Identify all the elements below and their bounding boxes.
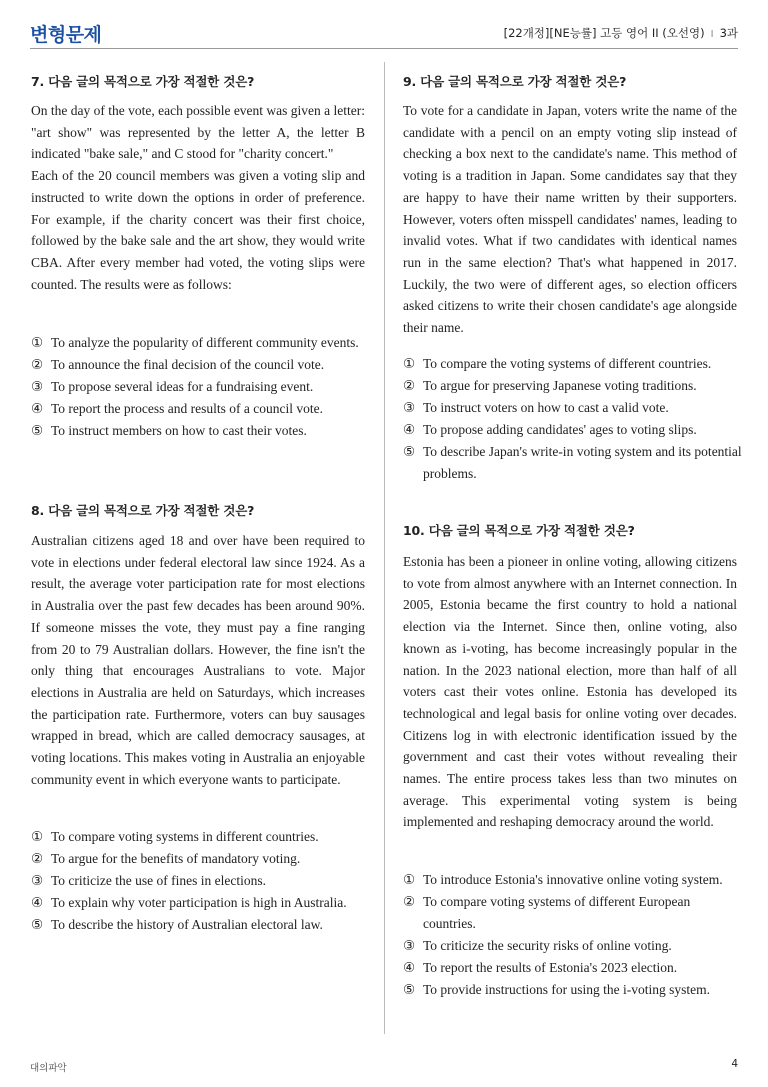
choice-option[interactable]: ① To compare the voting systems of different countries. — [403, 356, 712, 371]
course-info — [504, 25, 738, 41]
choice-option[interactable]: ⑤ To instruct members on how to cast their votes. — [31, 423, 307, 438]
choice-option[interactable]: ④ To explain why voter participation is high in Australia. — [31, 895, 347, 910]
choice-option[interactable]: ⑤ To describe the history of Australian electoral law. — [31, 917, 323, 932]
header-separator: I — [710, 29, 714, 40]
passage-paragraph: Australian citizens aged 18 and over have been required to vote in elections under federal electoral law since 1924. As a result, the average voter participation rate for most elections in Australia over the past few decades has been around 90%. If someone misses the vote, they must pay a fine ranging from 20 to 79 Australian dollars. However, the fine isn't the only thing that encourages Australians to vote. Major elections in Australia are held on Saturdays, which increases the participation rate. Furthermore, voters can buy sausages wrapped in bread, which are called democracy sausages, at voting locations. This makes voting in Australia an enjoyable community event in which everyone wants to participate. — [31, 533, 365, 787]
choice-option[interactable]: ⑤ To describe Japan's write-in voting system and its potential problems. — [403, 444, 742, 481]
question-8-choices — [31, 826, 371, 936]
question-8-passage — [31, 530, 365, 790]
question-7-title: 7. 다음 글의 목적으로 가장 적절한 것은? — [31, 74, 255, 89]
passage-paragraph: Estonia has been a pioneer in online voting, allowing citizens to vote from almost anywhere with an Internet connection. In 2005, Estonia became the first country to hold a national election via the Internet. Since then, online voting, also known as i-voting, has become increasingly popular in the nation. In the 2023 national election, more than half of all voters cast their votes online. Estonia has developed its technological and legal basis for online voting over decades. Citizens log in with electronic identification issued by the government and cast their votes without revealing their names. The entire process takes less than two minutes on average. This experimental voting system is being implemented and reshaping democracy around the world. — [403, 554, 737, 830]
choice-option[interactable]: ④ To report the results of Estonia's 2023 election. — [403, 960, 678, 975]
header-divider — [30, 48, 738, 49]
choice-option[interactable]: ④ To report the process and results of a council vote. — [31, 401, 323, 416]
passage-paragraph: On the day of the vote, each possible event was given a letter: "art show" was represented by the letter A, the letter B indicated "bake sale," and C stood for "charity concert." — [31, 103, 366, 162]
brand-title: 변형문제 — [30, 24, 102, 46]
column-divider — [384, 62, 385, 1034]
question-10-choices — [403, 869, 743, 1001]
choice-option[interactable]: ② To compare voting systems of different European countries. — [403, 894, 691, 931]
passage-paragraph: To vote for a candidate in Japan, voters write the name of the candidate with a pencil on an empty voting slip instead of checking a box next to the candidate's name. This method of voting is a tradition in Japan. Some candidates say that they are happy to have their name written by their supporters. However, voters often misspell candidates' names, leading to invalid votes. What if two candidates with identical names run in the same election? That's what happened in 2017. Luckily, the two were of different ages, so election officers asked citizens to write their chosen candidate's age alongside their name. — [403, 103, 737, 336]
lesson-label: 3과 — [719, 26, 738, 40]
choice-option[interactable]: ② To argue for the benefits of mandatory voting. — [31, 851, 301, 866]
choice-option[interactable]: ④ To propose adding candidates' ages to voting slips. — [403, 422, 697, 437]
question-9-title: 9. 다음 글의 목적으로 가장 적절한 것은? — [403, 74, 627, 89]
question-7-passage — [31, 100, 365, 295]
footer-publisher: 대의파악 — [30, 1063, 67, 1074]
question-10-passage — [403, 551, 737, 833]
choice-option[interactable]: ③ To instruct voters on how to cast a valid vote. — [403, 400, 669, 415]
page-header — [30, 18, 738, 48]
choice-option[interactable]: ② To announce the final decision of the council vote. — [31, 357, 325, 372]
choice-option[interactable]: ② To argue for preserving Japanese voting traditions. — [403, 378, 697, 393]
question-8-title: 8. 다음 글의 목적으로 가장 적절한 것은? — [31, 503, 255, 518]
course-name: [22개정][NE능률] 고등 영어 II (오선영) — [503, 26, 705, 40]
question-7-choices — [31, 332, 371, 442]
choice-option[interactable]: ① To analyze the popularity of different community events. — [31, 335, 359, 350]
choice-option[interactable]: ③ To propose several ideas for a fundraising event. — [31, 379, 314, 394]
choice-option[interactable]: ⑤ To provide instructions for using the i-voting system. — [403, 982, 711, 997]
choice-option[interactable]: ① To introduce Estonia's innovative online voting system. — [403, 872, 723, 887]
choice-option[interactable]: ① To compare voting systems in different countries. — [31, 829, 319, 844]
question-9-choices — [403, 353, 743, 485]
question-10-title: 10. 다음 글의 목적으로 가장 적절한 것은? — [403, 523, 635, 538]
page-number: 4 — [731, 1058, 738, 1070]
passage-paragraph: Each of the 20 council members was given a voting slip and instructed to write down the options in order of preference. For example, if the charity concert was their first choice, followed by the bake sale and the art show, they would write CBA. After every member had voted, the voting slips were counted. The results were as follows: — [31, 168, 365, 292]
choice-option[interactable]: ③ To criticize the use of fines in elections. — [31, 873, 266, 888]
choice-option[interactable]: ③ To criticize the security risks of online voting. — [403, 938, 672, 953]
question-9-passage — [403, 100, 737, 339]
